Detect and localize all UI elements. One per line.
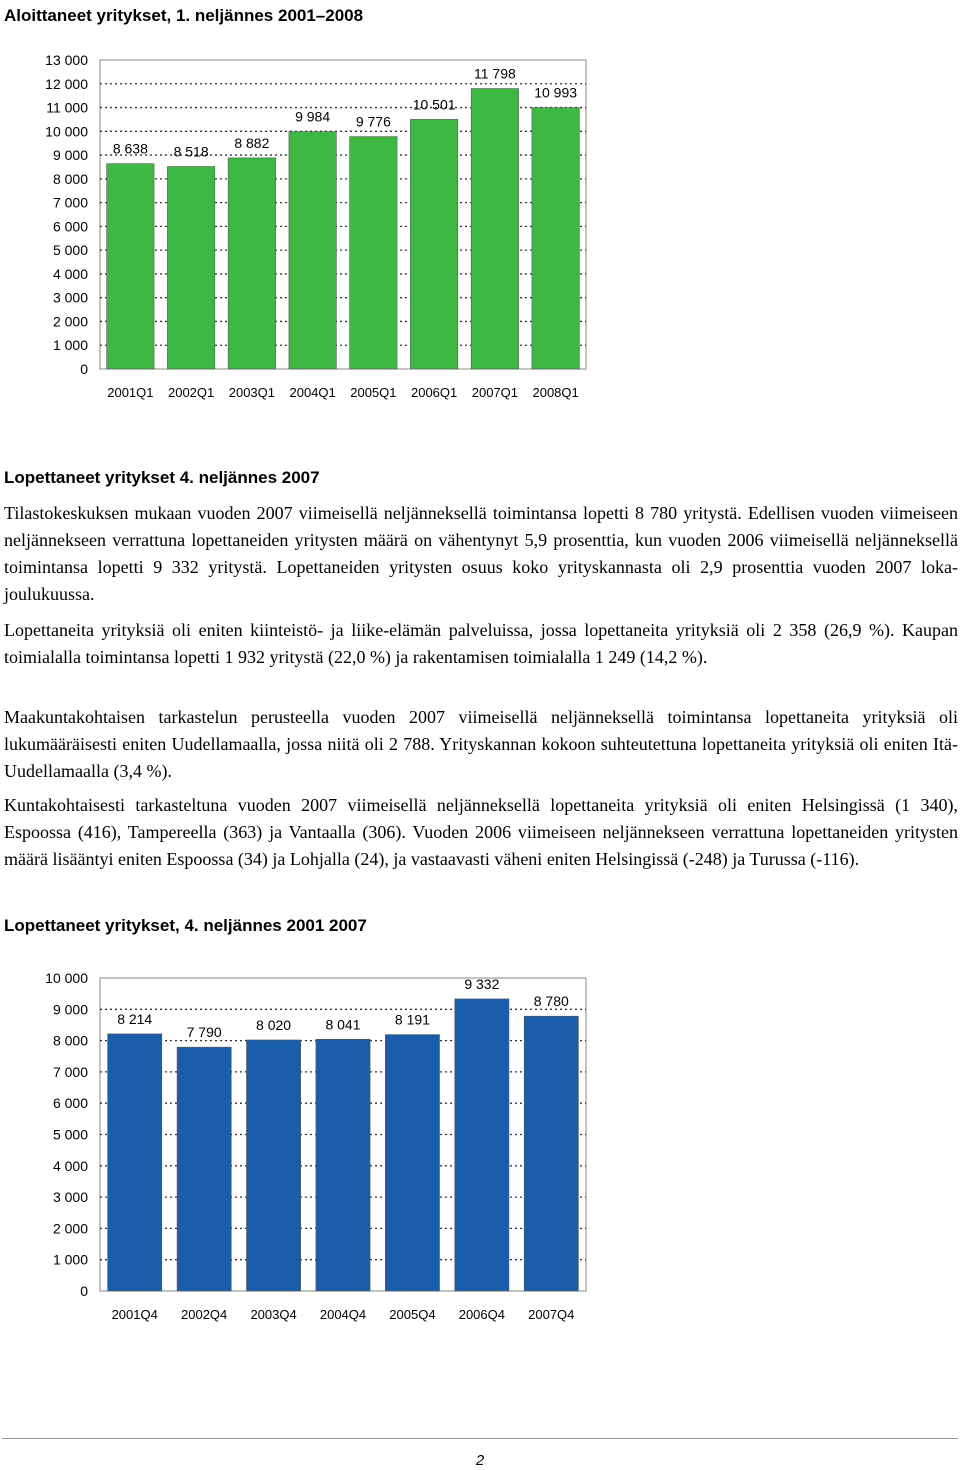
y-tick-label: 7 000 <box>52 194 88 211</box>
x-tick-label: 2006Q1 <box>410 385 458 400</box>
data-label: 8 020 <box>256 1016 292 1033</box>
x-tick-label: 2007Q1 <box>471 385 519 400</box>
bar <box>246 1040 300 1291</box>
bar <box>177 1047 231 1291</box>
data-label: 8 191 <box>394 1011 430 1028</box>
y-tick-label: 6 000 <box>52 218 88 235</box>
data-label: 9 332 <box>464 975 500 992</box>
data-label: 9 776 <box>355 113 391 130</box>
data-label: 8 041 <box>325 1016 361 1033</box>
bar <box>289 132 336 369</box>
chart2-title: Lopettaneet yritykset, 4. neljännes 2001 2007 <box>4 916 367 935</box>
y-tick-label: 6 000 <box>52 1095 88 1112</box>
y-tick-label: 8 000 <box>52 1032 88 1049</box>
chart-closed-companies <box>0 955 960 1325</box>
footer-divider <box>2 1438 958 1439</box>
data-label: 10 993 <box>534 84 578 101</box>
data-label: 9 984 <box>295 108 331 125</box>
x-tick-label: 2004Q4 <box>319 1307 367 1322</box>
paragraph: Lopettaneita yrityksiä oli eniten kiinteistö- ja liike-elämän palveluissa, jossa lopettaneita yrityksiä oli 2 358 (26,9 %). Kaupan toimialalla toimintansa lopetti 1 932 yritystä (22,0 %) ja rakentamisen toimialalla 1 249 (14,2 %). <box>4 620 958 667</box>
y-tick-label: 5 000 <box>52 242 88 259</box>
paragraph: Tilastokeskuksen mukaan vuoden 2007 viimeisellä neljänneksellä toimintansa lopetti 8 780 yritystä. Edellisen vuoden viimeiseen neljännekseen verrattuna lopettaneiden yritysten määrä on vähentynyt 5,9 prosenttia, kun vuoden 2006 viimeisellä neljänneksellä toimintansa lopetti 9 332 yritystä. Lopettaneiden yritysten osuus koko yrityskannasta oli 2,9 prosenttia vuoden 2007 loka-joulukuussa. <box>4 503 958 604</box>
x-tick-label: 2005Q4 <box>389 1307 436 1322</box>
y-tick-label: 0 <box>80 361 88 377</box>
bar <box>410 119 457 369</box>
paragraph: Kuntakohtaisesti tarkasteltuna vuoden 2007 viimeisellä neljänneksellä lopettaneita yrityksiä oli eniten Helsingissä (1 340), Espoossa (416), Tampereella (363) ja Vantaalla (306). Vuoden 2006 viimeiseen neljännekseen verrattuna lopettaneiden yritysten määrä lisääntyi eniten Espoossa (34) ja Lohjalla (24), ja vastaavasti väheni eniten Helsingissä (-248) ja Turussa (-116). <box>4 795 958 869</box>
chart1-title: Aloittaneet yritykset, 1. neljännes 2001–2008 <box>4 6 364 25</box>
y-tick-label: 9 000 <box>52 147 88 164</box>
x-tick-label: 2003Q4 <box>250 1307 297 1322</box>
bar <box>316 1039 370 1291</box>
y-tick-label: 1 000 <box>52 337 88 354</box>
bar <box>524 1016 578 1291</box>
y-tick-label: 9 000 <box>52 1001 88 1018</box>
bar <box>471 89 518 369</box>
data-label: 10 501 <box>412 96 456 113</box>
x-tick-label: 2003Q1 <box>228 385 276 400</box>
y-tick-label: 8 000 <box>52 170 88 187</box>
y-tick-label: 12 000 <box>45 75 88 92</box>
page-number: 2 <box>475 1452 485 1469</box>
bar <box>385 1035 439 1291</box>
y-tick-label: 3 000 <box>52 289 88 306</box>
x-tick-label: 2006Q4 <box>458 1307 505 1322</box>
bar <box>107 164 154 369</box>
y-tick-label: 2 000 <box>52 313 88 330</box>
y-tick-label: 3 000 <box>52 1189 88 1206</box>
data-label: 11 798 <box>473 65 516 82</box>
y-tick-label: 4 000 <box>52 265 88 282</box>
x-tick-label: 2005Q1 <box>350 385 397 400</box>
data-label: 8 780 <box>533 993 569 1010</box>
bar <box>167 167 214 369</box>
section-heading: Lopettaneet yritykset 4. neljännes 2007 <box>4 468 320 487</box>
x-tick-label: 2002Q1 <box>167 385 215 400</box>
x-tick-label: 2004Q1 <box>289 385 336 400</box>
paragraph: Maakuntakohtaisen tarkastelun perusteella vuoden 2007 viimeisellä neljänneksellä toimintansa lopettaneita yrityksiä oli lukumääräisesti eniten Uudellamaalla, jossa niitä oli 2 788. Yrityskannan kokoon suhteutettuna lopettaneita yrityksiä oli eniten Itä-Uudellamaalla (3,4 %). <box>4 707 958 781</box>
y-tick-label: 11 000 <box>46 99 88 116</box>
data-label: 7 790 <box>186 1024 222 1041</box>
data-label: 8 214 <box>117 1010 153 1027</box>
bar <box>532 108 579 369</box>
y-tick-label: 1 000 <box>52 1251 88 1268</box>
x-tick-label: 2001Q1 <box>107 385 154 400</box>
bar <box>108 1034 162 1291</box>
data-label: 8 638 <box>112 140 148 157</box>
data-label: 8 518 <box>173 143 209 160</box>
y-tick-label: 4 000 <box>52 1157 88 1174</box>
x-tick-label: 2007Q4 <box>528 1307 575 1322</box>
bar <box>350 137 397 369</box>
y-tick-label: 0 <box>80 1283 88 1299</box>
bar <box>455 999 509 1291</box>
y-tick-label: 5 000 <box>52 1126 88 1143</box>
x-tick-label: 2001Q4 <box>111 1307 158 1322</box>
y-tick-label: 10 000 <box>45 123 88 140</box>
y-tick-label: 10 000 <box>45 970 88 986</box>
data-label: 8 882 <box>234 134 270 151</box>
y-tick-label: 7 000 <box>52 1063 88 1080</box>
y-tick-label: 13 000 <box>45 52 88 68</box>
chart-started-companies <box>0 40 960 450</box>
x-tick-label: 2008Q1 <box>532 385 579 400</box>
x-tick-label: 2002Q4 <box>181 1307 228 1322</box>
y-tick-label: 2 000 <box>52 1220 88 1237</box>
bar <box>228 158 275 369</box>
